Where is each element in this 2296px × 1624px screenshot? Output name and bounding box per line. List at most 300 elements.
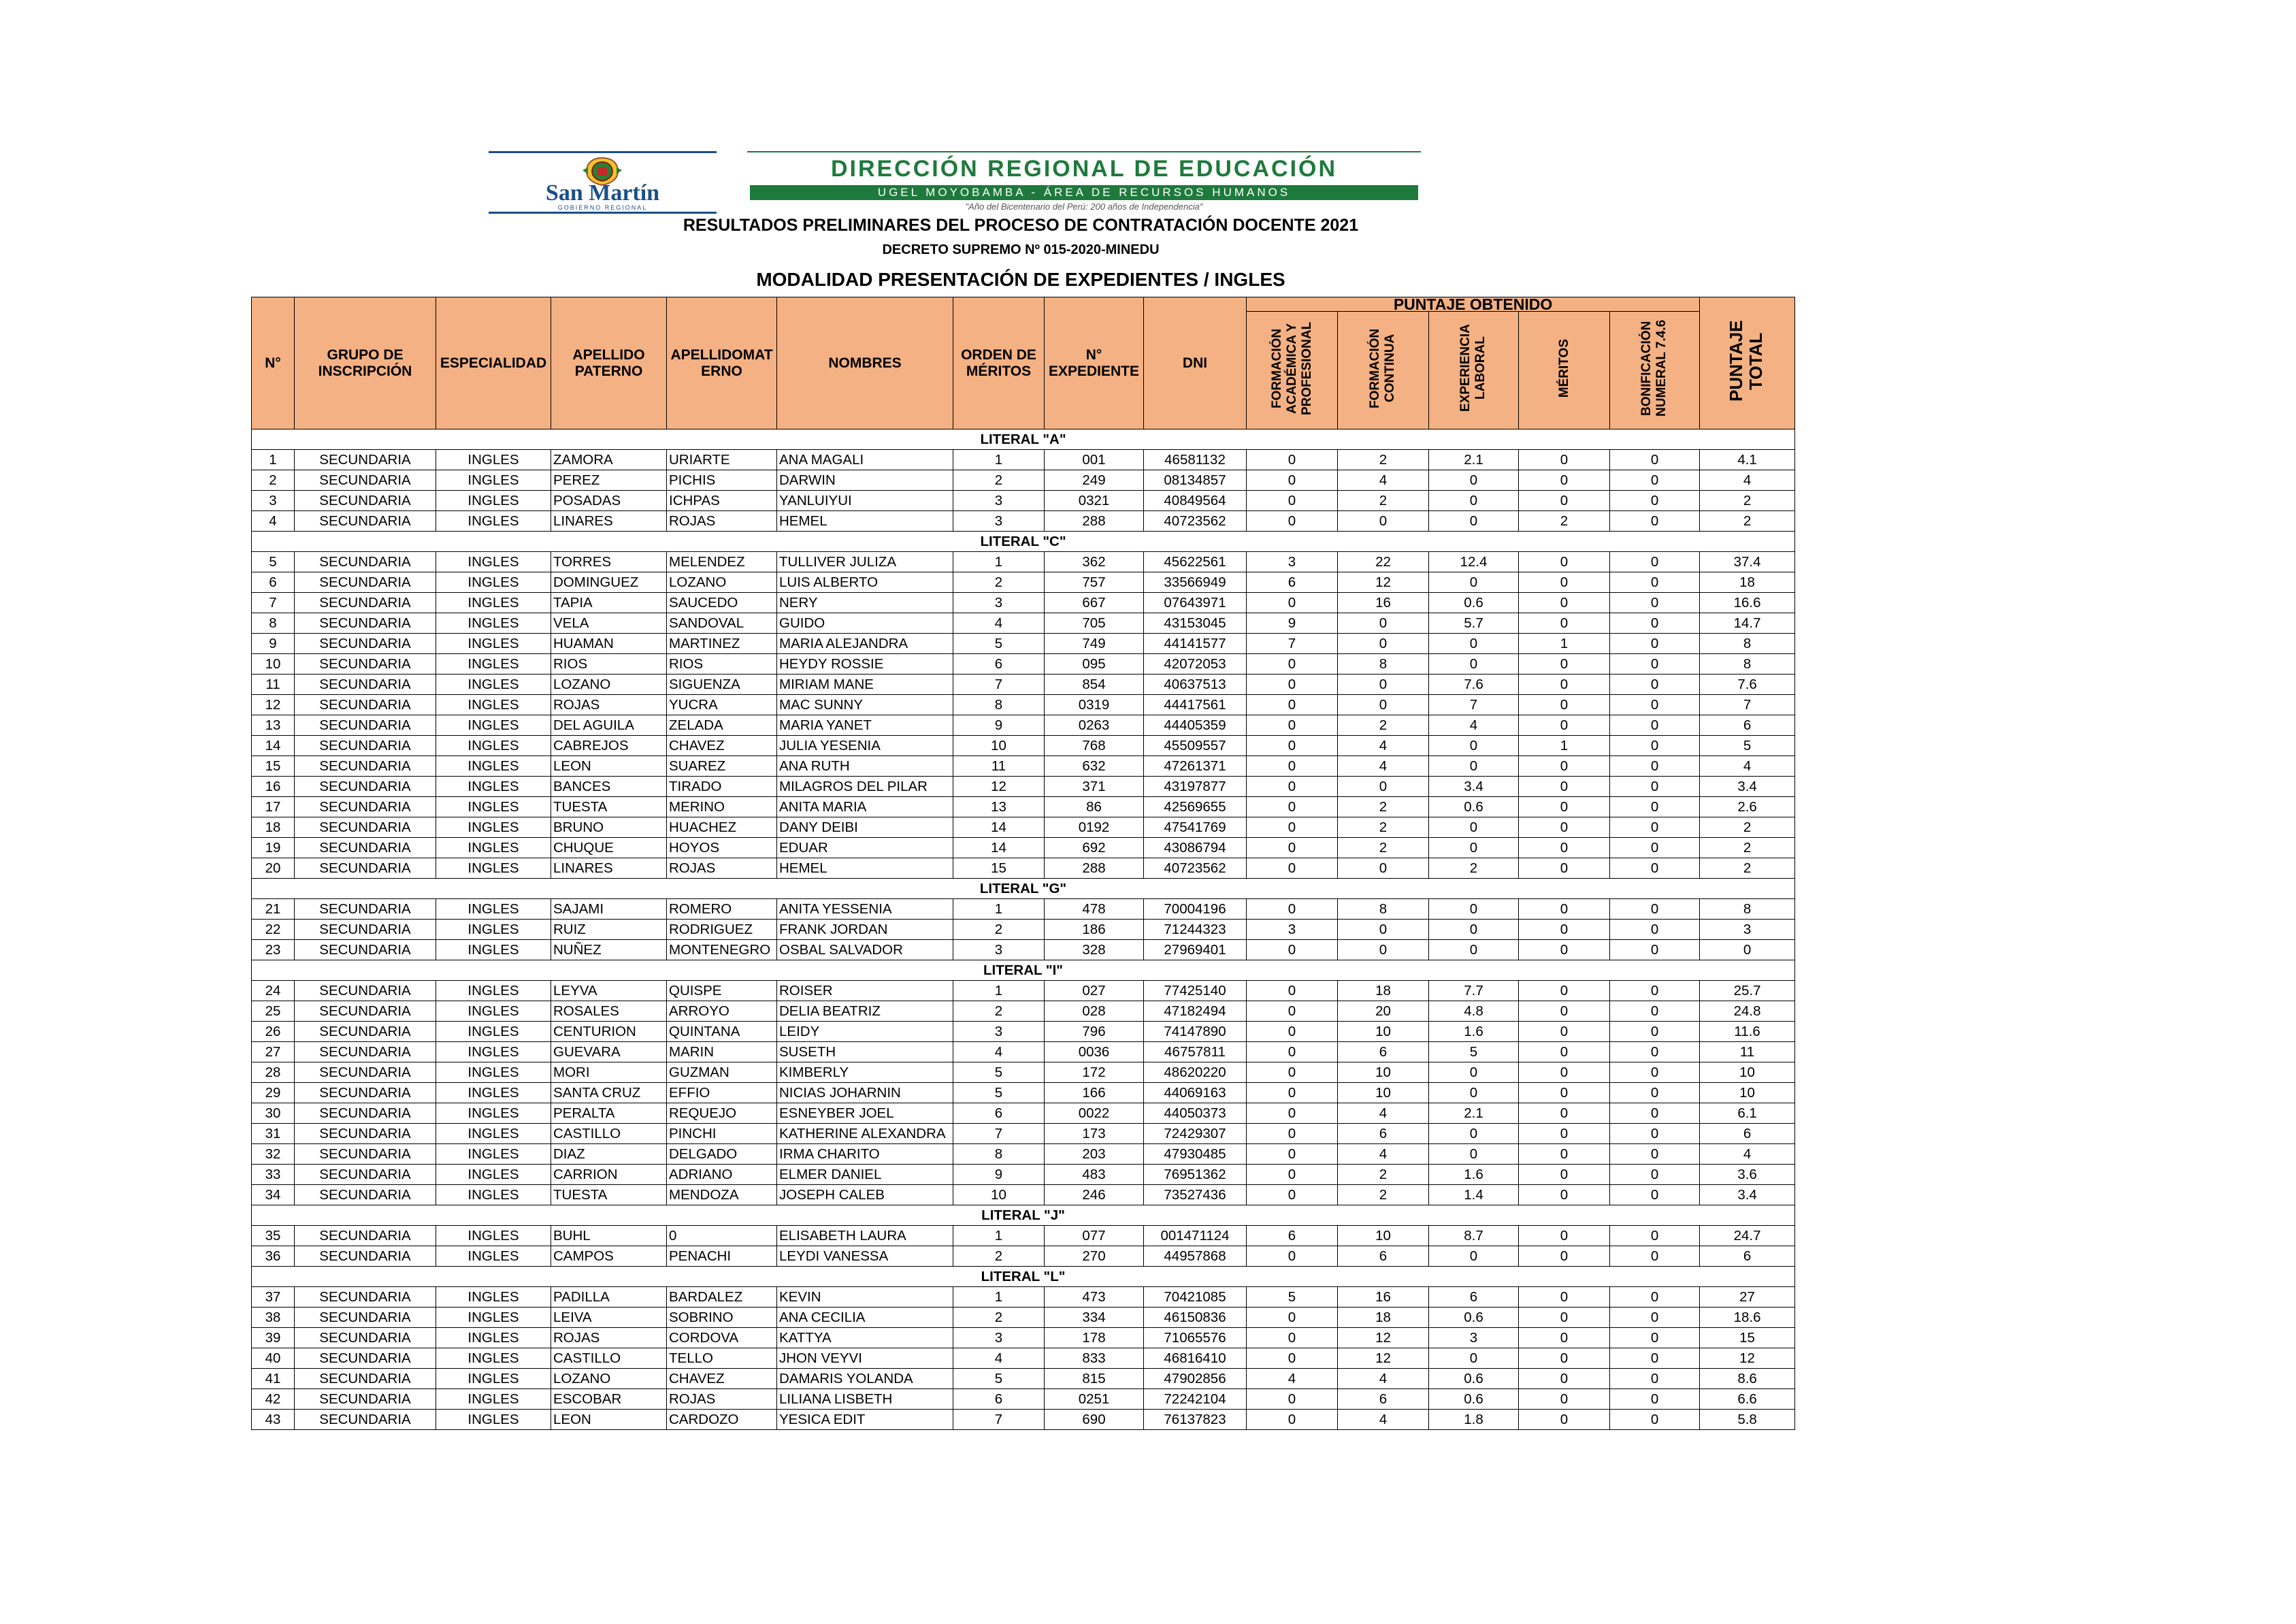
cell-experiencia: 2 (1429, 858, 1519, 879)
cell-meritos: 0 (1519, 1103, 1610, 1124)
cell-nombres: IRMA CHARITO (777, 1144, 953, 1165)
cell-apellido-materno: CHAVEZ (667, 1369, 777, 1389)
cell-formacion-continua: 6 (1338, 1246, 1429, 1267)
ugel-band: UGEL MOYOBAMBA - ÁREA DE RECURSOS HUMANOS (750, 185, 1418, 200)
cell-meritos: 0 (1519, 797, 1610, 817)
cell-puntaje-total: 2 (1700, 817, 1795, 838)
cell-nombres: LEIDY (777, 1022, 953, 1042)
cell-puntaje-total: 3.4 (1700, 777, 1795, 797)
cell-especialidad: INGLES (436, 1246, 551, 1267)
cell-num: 21 (252, 899, 295, 920)
cell-grupo: SECUNDARIA (295, 1369, 436, 1389)
cell-expediente: 705 (1045, 613, 1144, 634)
cell-puntaje-total: 5 (1700, 736, 1795, 756)
cell-grupo: SECUNDARIA (295, 572, 436, 593)
cell-expediente: 095 (1045, 654, 1144, 675)
cell-apellido-paterno: TUESTA (551, 1185, 667, 1205)
section-row (252, 429, 1795, 450)
cell-apellido-paterno: RUIZ (551, 920, 667, 940)
cell-orden-meritos: 3 (953, 940, 1045, 960)
cell-puntaje-total: 0 (1700, 940, 1795, 960)
cell-apellido-paterno: CHUQUE (551, 838, 667, 858)
cell-orden-meritos: 3 (953, 1328, 1045, 1348)
cell-apellido-paterno: SANTA CRUZ (551, 1083, 667, 1103)
cell-nombres: TULLIVER JULIZA (777, 552, 953, 572)
cell-dni: 73527436 (1144, 1185, 1247, 1205)
cell-dni: 44417561 (1144, 695, 1247, 715)
cell-expediente: 028 (1045, 1001, 1144, 1022)
cell-formacion-academica: 0 (1247, 1022, 1338, 1042)
cell-nombres: JULIA YESENIA (777, 736, 953, 756)
cell-formacion-academica: 0 (1247, 1328, 1338, 1348)
cell-bonificacion: 0 (1610, 1103, 1700, 1124)
cell-expediente: 172 (1045, 1062, 1144, 1083)
section-row (252, 1205, 1795, 1226)
cell-experiencia: 8.7 (1429, 1226, 1519, 1246)
cell-formacion-continua: 4 (1338, 756, 1429, 777)
cell-bonificacion: 0 (1610, 981, 1700, 1001)
cell-num: 31 (252, 1124, 295, 1144)
cell-dni: 47541769 (1144, 817, 1247, 838)
cell-formacion-continua: 4 (1338, 1410, 1429, 1430)
cell-expediente: 246 (1045, 1185, 1144, 1205)
cell-puntaje-total: 4 (1700, 756, 1795, 777)
cell-formacion-continua: 2 (1338, 838, 1429, 858)
cell-puntaje-total: 11.6 (1700, 1022, 1795, 1042)
cell-meritos: 0 (1519, 1410, 1610, 1430)
cell-orden-meritos: 14 (953, 817, 1045, 838)
cell-puntaje-total: 18.6 (1700, 1308, 1795, 1328)
cell-experiencia: 1.6 (1429, 1022, 1519, 1042)
cell-bonificacion: 0 (1610, 1042, 1700, 1062)
cell-dni: 44050373 (1144, 1103, 1247, 1124)
cell-especialidad: INGLES (436, 736, 551, 756)
cell-expediente: 077 (1045, 1226, 1144, 1246)
cell-nombres: ELMER DANIEL (777, 1165, 953, 1185)
cell-meritos: 0 (1519, 1042, 1610, 1062)
cell-meritos: 0 (1519, 858, 1610, 879)
cell-apellido-paterno: ROJAS (551, 1328, 667, 1348)
bicentenario-motto: "Año del Bicentenario del Perú: 200 años de Independencia" (965, 201, 1203, 212)
col-header-orden-meritos: ORDEN DE MÉRITOS (953, 297, 1045, 429)
section-row (252, 960, 1795, 981)
cell-apellido-materno: CHAVEZ (667, 736, 777, 756)
table-row (252, 1042, 1795, 1062)
cell-dni: 45622561 (1144, 552, 1247, 572)
cell-meritos: 0 (1519, 1165, 1610, 1185)
cell-grupo: SECUNDARIA (295, 1083, 436, 1103)
cell-apellido-paterno: BANCES (551, 777, 667, 797)
table-row (252, 1226, 1795, 1246)
cell-bonificacion: 0 (1610, 1328, 1700, 1348)
cell-puntaje-total: 2 (1700, 491, 1795, 511)
cell-formacion-continua: 0 (1338, 920, 1429, 940)
cell-apellido-materno: EFFIO (667, 1083, 777, 1103)
cell-apellido-paterno: TORRES (551, 552, 667, 572)
cell-experiencia: 0 (1429, 756, 1519, 777)
cell-expediente: 632 (1045, 756, 1144, 777)
col-header-formacion-continua (1338, 312, 1429, 429)
cell-apellido-materno: SIGUENZA (667, 675, 777, 695)
cell-apellido-paterno: ROJAS (551, 695, 667, 715)
cell-bonificacion: 0 (1610, 777, 1700, 797)
cell-num: 18 (252, 817, 295, 838)
cell-num: 10 (252, 654, 295, 675)
cell-nombres: LEYDI VANESSA (777, 1246, 953, 1267)
table-row (252, 1124, 1795, 1144)
cell-puntaje-total: 2.6 (1700, 797, 1795, 817)
cell-grupo: SECUNDARIA (295, 654, 436, 675)
cell-grupo: SECUNDARIA (295, 552, 436, 572)
cell-experiencia: 0.6 (1429, 1389, 1519, 1410)
cell-num: 1 (252, 450, 295, 470)
cell-num: 34 (252, 1185, 295, 1205)
cell-grupo: SECUNDARIA (295, 613, 436, 634)
cell-nombres: MILAGROS DEL PILAR (777, 777, 953, 797)
col-header-experiencia (1429, 312, 1519, 429)
cell-dni: 70004196 (1144, 899, 1247, 920)
cell-apellido-paterno: PERALTA (551, 1103, 667, 1124)
col-header-formacion-academica (1247, 312, 1338, 429)
cell-puntaje-total: 5.8 (1700, 1410, 1795, 1430)
cell-formacion-continua: 0 (1338, 777, 1429, 797)
cell-meritos: 0 (1519, 470, 1610, 491)
cell-formacion-academica: 0 (1247, 797, 1338, 817)
cell-orden-meritos: 1 (953, 1226, 1045, 1246)
cell-expediente: 768 (1045, 736, 1144, 756)
cell-grupo: SECUNDARIA (295, 920, 436, 940)
cell-num: 33 (252, 1165, 295, 1185)
cell-orden-meritos: 1 (953, 981, 1045, 1001)
cell-orden-meritos: 10 (953, 736, 1045, 756)
table-row (252, 1287, 1795, 1308)
cell-num: 41 (252, 1369, 295, 1389)
cell-grupo: SECUNDARIA (295, 715, 436, 736)
cell-formacion-academica: 0 (1247, 491, 1338, 511)
cell-formacion-continua: 6 (1338, 1389, 1429, 1410)
section-row (252, 532, 1795, 552)
cell-formacion-academica: 0 (1247, 450, 1338, 470)
cell-formacion-continua: 2 (1338, 491, 1429, 511)
cell-apellido-paterno: CARRION (551, 1165, 667, 1185)
cell-experiencia: 0 (1429, 1348, 1519, 1369)
cell-apellido-materno: RIOS (667, 654, 777, 675)
cell-puntaje-total: 27 (1700, 1287, 1795, 1308)
cell-nombres: MIRIAM MANE (777, 675, 953, 695)
cell-meritos: 0 (1519, 777, 1610, 797)
cell-bonificacion: 0 (1610, 1369, 1700, 1389)
cell-formacion-continua: 0 (1338, 511, 1429, 532)
cell-formacion-continua: 10 (1338, 1226, 1429, 1246)
cell-apellido-paterno: VELA (551, 613, 667, 634)
cell-dni: 74147890 (1144, 1022, 1247, 1042)
cell-experiencia: 0 (1429, 1062, 1519, 1083)
cell-grupo: SECUNDARIA (295, 981, 436, 1001)
cell-puntaje-total: 8 (1700, 899, 1795, 920)
cell-bonificacion: 0 (1610, 593, 1700, 613)
cell-apellido-paterno: LEIVA (551, 1308, 667, 1328)
cell-formacion-continua: 2 (1338, 450, 1429, 470)
cell-nombres: DELIA BEATRIZ (777, 1001, 953, 1022)
cell-meritos: 0 (1519, 1308, 1610, 1328)
cell-bonificacion: 0 (1610, 470, 1700, 491)
results-table (251, 297, 1795, 1430)
cell-formacion-academica: 3 (1247, 552, 1338, 572)
cell-bonificacion: 0 (1610, 899, 1700, 920)
cell-meritos: 1 (1519, 736, 1610, 756)
cell-formacion-academica: 0 (1247, 675, 1338, 695)
cell-expediente: 362 (1045, 552, 1144, 572)
cell-apellido-materno: 0 (667, 1226, 777, 1246)
cell-orden-meritos: 6 (953, 654, 1045, 675)
cell-bonificacion: 0 (1610, 1165, 1700, 1185)
cell-orden-meritos: 10 (953, 1185, 1045, 1205)
cell-especialidad: INGLES (436, 1062, 551, 1083)
cell-experiencia: 0 (1429, 736, 1519, 756)
cell-formacion-academica: 0 (1247, 1103, 1338, 1124)
cell-apellido-materno: YUCRA (667, 695, 777, 715)
cell-apellido-materno: ARROYO (667, 1001, 777, 1022)
table-row (252, 940, 1795, 960)
cell-especialidad: INGLES (436, 1389, 551, 1410)
cell-grupo: SECUNDARIA (295, 940, 436, 960)
table-row (252, 593, 1795, 613)
cell-especialidad: INGLES (436, 777, 551, 797)
cell-expediente: 0022 (1045, 1103, 1144, 1124)
cell-especialidad: INGLES (436, 1410, 551, 1430)
cell-especialidad: INGLES (436, 981, 551, 1001)
cell-orden-meritos: 14 (953, 838, 1045, 858)
cell-orden-meritos: 11 (953, 756, 1045, 777)
meritos-label: MÉRITOS (1556, 338, 1571, 398)
cell-experiencia: 0 (1429, 1124, 1519, 1144)
cell-num: 22 (252, 920, 295, 940)
cell-dni: 44957868 (1144, 1246, 1247, 1267)
cell-experiencia: 0 (1429, 1144, 1519, 1165)
cell-bonificacion: 0 (1610, 450, 1700, 470)
cell-formacion-continua: 12 (1338, 1328, 1429, 1348)
formacion-academica-label: FORMACIÓN ACADÉMICA Y PROFESIONAL (1269, 321, 1314, 415)
col-header-bonificacion (1610, 312, 1700, 429)
cell-orden-meritos: 13 (953, 797, 1045, 817)
cell-expediente: 0192 (1045, 817, 1144, 838)
cell-apellido-materno: SANDOVAL (667, 613, 777, 634)
cell-especialidad: INGLES (436, 940, 551, 960)
cell-orden-meritos: 2 (953, 572, 1045, 593)
cell-formacion-continua: 10 (1338, 1022, 1429, 1042)
cell-num: 12 (252, 695, 295, 715)
cell-puntaje-total: 14.7 (1700, 613, 1795, 634)
cell-dni: 77425140 (1144, 981, 1247, 1001)
cell-puntaje-total: 2 (1700, 858, 1795, 879)
cell-apellido-materno: MENDOZA (667, 1185, 777, 1205)
cell-meritos: 0 (1519, 695, 1610, 715)
cell-num: 3 (252, 491, 295, 511)
cell-meritos: 0 (1519, 1348, 1610, 1369)
cell-apellido-paterno: TUESTA (551, 797, 667, 817)
cell-grupo: SECUNDARIA (295, 817, 436, 838)
cell-puntaje-total: 3.6 (1700, 1165, 1795, 1185)
cell-puntaje-total: 16.6 (1700, 593, 1795, 613)
cell-orden-meritos: 15 (953, 858, 1045, 879)
cell-meritos: 0 (1519, 756, 1610, 777)
cell-experiencia: 7.7 (1429, 981, 1519, 1001)
cell-num: 23 (252, 940, 295, 960)
cell-grupo: SECUNDARIA (295, 675, 436, 695)
cell-bonificacion: 0 (1610, 1246, 1700, 1267)
cell-grupo: SECUNDARIA (295, 1062, 436, 1083)
cell-especialidad: INGLES (436, 756, 551, 777)
cell-formacion-academica: 0 (1247, 593, 1338, 613)
cell-apellido-materno: DELGADO (667, 1144, 777, 1165)
table-row (252, 491, 1795, 511)
cell-formacion-continua: 0 (1338, 675, 1429, 695)
cell-experiencia: 0.6 (1429, 1369, 1519, 1389)
table-row (252, 858, 1795, 879)
table-row (252, 1348, 1795, 1369)
cell-meritos: 0 (1519, 1287, 1610, 1308)
cell-num: 15 (252, 756, 295, 777)
cell-orden-meritos: 5 (953, 1369, 1045, 1389)
cell-formacion-academica: 0 (1247, 470, 1338, 491)
cell-experiencia: 0 (1429, 491, 1519, 511)
cell-experiencia: 3 (1429, 1328, 1519, 1348)
cell-apellido-materno: URIARTE (667, 450, 777, 470)
decree-line: DECRETO SUPREMO Nº 015-2020-MINEDU (882, 242, 1160, 257)
cell-meritos: 0 (1519, 1083, 1610, 1103)
cell-especialidad: INGLES (436, 552, 551, 572)
cell-meritos: 0 (1519, 899, 1610, 920)
cell-formacion-continua: 4 (1338, 1103, 1429, 1124)
cell-formacion-academica: 0 (1247, 695, 1338, 715)
document-title: RESULTADOS PRELIMINARES DEL PROCESO DE CONTRATACIÓN DOCENTE 2021 (683, 216, 1359, 235)
col-header-nombres: NOMBRES (777, 297, 953, 429)
cell-num: 32 (252, 1144, 295, 1165)
cell-expediente: 186 (1045, 920, 1144, 940)
cell-meritos: 0 (1519, 940, 1610, 960)
cell-nombres: HEMEL (777, 511, 953, 532)
cell-nombres: ELISABETH LAURA (777, 1226, 953, 1246)
cell-meritos: 0 (1519, 1369, 1610, 1389)
cell-especialidad: INGLES (436, 1022, 551, 1042)
cell-experiencia: 0 (1429, 511, 1519, 532)
table-row (252, 511, 1795, 532)
cell-num: 9 (252, 634, 295, 654)
cell-expediente: 0251 (1045, 1389, 1144, 1410)
cell-apellido-materno: TELLO (667, 1348, 777, 1369)
cell-formacion-academica: 0 (1247, 1185, 1338, 1205)
cell-puntaje-total: 24.7 (1700, 1226, 1795, 1246)
cell-apellido-paterno: ESCOBAR (551, 1389, 667, 1410)
cell-expediente: 0321 (1045, 491, 1144, 511)
cell-bonificacion: 0 (1610, 695, 1700, 715)
cell-num: 14 (252, 736, 295, 756)
cell-apellido-materno: RODRIGUEZ (667, 920, 777, 940)
cell-bonificacion: 0 (1610, 1124, 1700, 1144)
cell-orden-meritos: 5 (953, 1083, 1045, 1103)
cell-experiencia: 7 (1429, 695, 1519, 715)
cell-especialidad: INGLES (436, 491, 551, 511)
cell-meritos: 0 (1519, 1144, 1610, 1165)
cell-dni: 08134857 (1144, 470, 1247, 491)
cell-grupo: SECUNDARIA (295, 491, 436, 511)
cell-especialidad: INGLES (436, 511, 551, 532)
cell-bonificacion: 0 (1610, 1287, 1700, 1308)
cell-apellido-paterno: CAMPOS (551, 1246, 667, 1267)
cell-meritos: 0 (1519, 715, 1610, 736)
cell-expediente: 690 (1045, 1410, 1144, 1430)
cell-grupo: SECUNDARIA (295, 838, 436, 858)
cell-especialidad: INGLES (436, 1001, 551, 1022)
cell-nombres: ANA CECILIA (777, 1308, 953, 1328)
cell-bonificacion: 0 (1610, 940, 1700, 960)
table-row (252, 797, 1795, 817)
cell-nombres: ANITA MARIA (777, 797, 953, 817)
cell-grupo: SECUNDARIA (295, 1287, 436, 1308)
table-row (252, 1103, 1795, 1124)
cell-num: 4 (252, 511, 295, 532)
cell-especialidad: INGLES (436, 572, 551, 593)
cell-especialidad: INGLES (436, 1226, 551, 1246)
cell-dni: 71244323 (1144, 920, 1247, 940)
table-row (252, 736, 1795, 756)
cell-formacion-academica: 0 (1247, 1348, 1338, 1369)
cell-puntaje-total: 6.1 (1700, 1103, 1795, 1124)
cell-bonificacion: 0 (1610, 1062, 1700, 1083)
cell-especialidad: INGLES (436, 593, 551, 613)
cell-apellido-materno: ROJAS (667, 1389, 777, 1410)
cell-formacion-continua: 12 (1338, 572, 1429, 593)
cell-puntaje-total: 6 (1700, 1246, 1795, 1267)
table-row (252, 756, 1795, 777)
cell-bonificacion: 0 (1610, 736, 1700, 756)
cell-formacion-academica: 6 (1247, 1226, 1338, 1246)
cell-puntaje-total: 8.6 (1700, 1369, 1795, 1389)
cell-bonificacion: 0 (1610, 858, 1700, 879)
cell-apellido-materno: MONTENEGRO (667, 940, 777, 960)
cell-apellido-paterno: LEYVA (551, 981, 667, 1001)
cell-formacion-academica: 0 (1247, 736, 1338, 756)
cell-apellido-paterno: LINARES (551, 511, 667, 532)
cell-apellido-materno: QUINTANA (667, 1022, 777, 1042)
cell-dni: 43197877 (1144, 777, 1247, 797)
cell-dni: 40723562 (1144, 858, 1247, 879)
cell-num: 19 (252, 838, 295, 858)
cell-num: 39 (252, 1328, 295, 1348)
cell-experiencia: 2.1 (1429, 1103, 1519, 1124)
bonificacion-label: BONIFICACIÓN NUMERAL 7.4.6 (1639, 319, 1669, 417)
cell-apellido-paterno: PADILLA (551, 1287, 667, 1308)
cell-meritos: 0 (1519, 1124, 1610, 1144)
cell-apellido-materno: GUZMAN (667, 1062, 777, 1083)
cell-formacion-continua: 2 (1338, 1185, 1429, 1205)
cell-expediente: 667 (1045, 593, 1144, 613)
cell-experiencia: 0 (1429, 838, 1519, 858)
cell-apellido-paterno: LEON (551, 1410, 667, 1430)
cell-nombres: NERY (777, 593, 953, 613)
cell-num: 37 (252, 1287, 295, 1308)
cell-num: 24 (252, 981, 295, 1001)
puntaje-total-label: PUNTAJE TOTAL (1725, 320, 1766, 402)
cell-formacion-continua: 2 (1338, 817, 1429, 838)
col-header-puntaje-total (1700, 297, 1795, 429)
cell-experiencia: 4 (1429, 715, 1519, 736)
cell-experiencia: 1.6 (1429, 1165, 1519, 1185)
cell-experiencia: 0 (1429, 572, 1519, 593)
section-label: LITERAL "C" (252, 532, 1795, 552)
results-body (252, 429, 1795, 1430)
cell-puntaje-total: 11 (1700, 1042, 1795, 1062)
